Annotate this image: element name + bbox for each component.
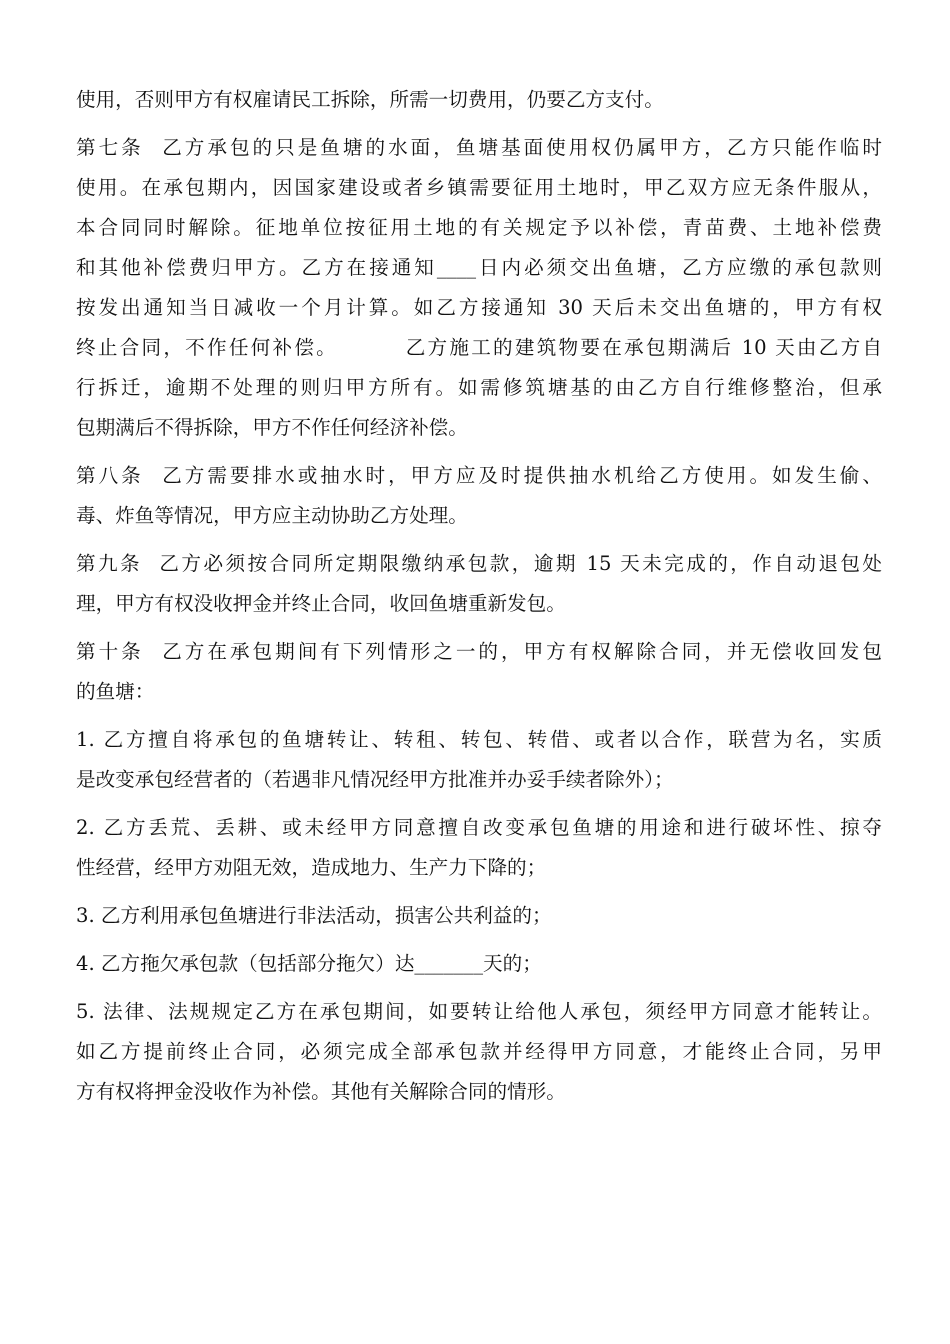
contract-text-line: 方有权将押金没收作为补偿。其他有关解除合同的情形。 (76, 1080, 566, 1103)
contract-text-line: 如乙方提前终止合同，必须完成全部承包款并经得甲方同意，才能终止合同，另甲 (76, 1040, 882, 1063)
contract-text-line: 2. 乙方丢荒、丢耕、或未经甲方同意擅自改变承包鱼塘的用途和进行破坏性、掠夺 (76, 816, 882, 839)
contract-page-body (76, 80, 882, 1112)
contract-text-line: 包期满后不得拆除，甲方不作任何经济补偿。 (76, 416, 468, 439)
contract-text-line: 第九条 乙方必须按合同所定期限缴纳承包款，逾期 15 天未完成的，作自动退包处 (76, 552, 882, 575)
contract-text-line: 1. 乙方擅自将承包的鱼塘转让、转租、转包、转借、或者以合作，联营为名，实质 (76, 728, 882, 751)
contract-text-line: 性经营，经甲方劝阻无效，造成地力、生产力下降的； (76, 856, 547, 879)
contract-text-line: 第十条 乙方在承包期间有下列情形之一的，甲方有权解除合同，并无偿收回发包 (76, 640, 882, 663)
contract-text-line: 使用，否则甲方有权雇请民工拆除，所需一切费用，仍要乙方支付。 (76, 88, 664, 111)
contract-text-line: 的鱼塘： (76, 680, 155, 703)
contract-text-line: 3. 乙方利用承包鱼塘进行非法活动，损害公共利益的； (76, 904, 552, 927)
contract-text-line: 毒、炸鱼等情况，甲方应主动协助乙方处理。 (76, 504, 468, 527)
contract-text-line: 和其他补偿费归甲方。乙方在接通知____日内必须交出鱼塘，乙方应缴的承包款则 (76, 256, 882, 279)
contract-text-line: 理，甲方有权没收押金并终止合同，收回鱼塘重新发包。 (76, 592, 566, 615)
contract-text-line: 使用。在承包期内，因国家建设或者乡镇需要征用土地时，甲乙双方应无条件服从， (76, 176, 882, 199)
contract-text-line: 4. 乙方拖欠承包款（包括部分拖欠）达_______天的； (76, 952, 542, 975)
contract-text-line: 终止合同，不作任何补偿。 乙方施工的建筑物要在承包期满后 10 天由乙方自 (76, 336, 882, 359)
contract-text-line: 行拆迁，逾期不处理的则归甲方所有。如需修筑塘基的由乙方自行维修整治，但承 (76, 376, 882, 399)
contract-text-line: 本合同同时解除。征地单位按征用土地的有关规定予以补偿，青苗费、土地补偿费 (76, 216, 882, 239)
contract-text-line: 按发出通知当日减收一个月计算。如乙方接通知 30 天后未交出鱼塘的，甲方有权 (76, 296, 882, 319)
contract-text-line: 是改变承包经营者的（若遇非凡情况经甲方批准并办妥手续者除外）； (76, 768, 674, 791)
contract-text-line: 第七条 乙方承包的只是鱼塘的水面，鱼塘基面使用权仍属甲方，乙方只能作临时 (76, 136, 882, 159)
contract-text-line: 5. 法律、法规规定乙方在承包期间，如要转让给他人承包，须经甲方同意才能转让。 (76, 1000, 882, 1023)
contract-text-line: 第八条 乙方需要排水或抽水时，甲方应及时提供抽水机给乙方使用。如发生偷、 (76, 464, 882, 487)
